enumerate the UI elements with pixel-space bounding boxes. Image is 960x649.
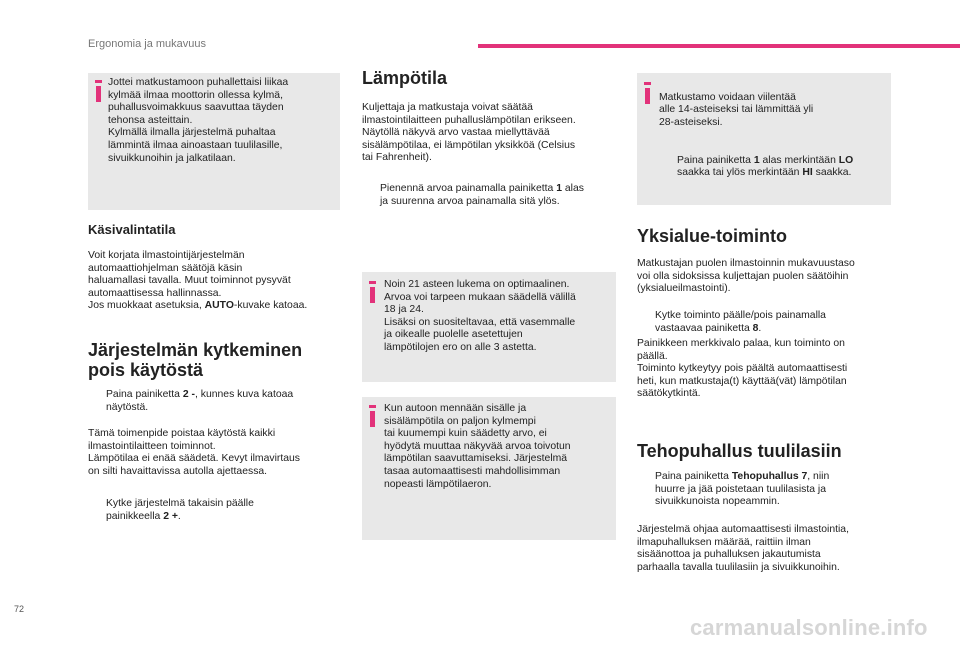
header-accent-bar (478, 44, 960, 48)
note-entering-vehicle: Kun autoon mennään sisälle ja sisälämpötila on paljon kylmempi tai kuumempi kuin säädetty arvo, ei hyödytä muuttaa näkyvää arvoa toivotun lämpötilan saavuttamiseksi. Järjestelmä tasaa automaattisesti mahdollisimman nopeasti lämpötilaeron. (384, 403, 571, 490)
auto-label: AUTO (204, 300, 234, 312)
para-manual-text-b: -kuvake katoaa. (233, 300, 308, 312)
info-icon (370, 287, 375, 303)
heading-windscreen: Tehopuhallus tuulilasiin (637, 441, 842, 461)
bullet-windscreen-text: Paina painiketta Tehopuhallus 7, niin huurre ja jää poistetaan tuulilasista ja sivuikkunoista nopeammin. (655, 471, 830, 508)
para-temperature: Kuljettaja ja matkustaja voivat säätää ilmastointilaitteen puhalluslämpötilan erikseen. Näytöllä näkyvä arvo vastaa miellyttävää sisälämpötilaa, ei lämpötilan yksikköä (Celsius tai Fahrenheit). (362, 102, 576, 164)
bullet-switch-off-text: Paina painiketta 2 -, kunnes kuva katoaa näytöstä. (106, 389, 294, 413)
para-windscreen: Järjestelmä ohjaa automaattisesti ilmastointia, ilmapuhalluksen määrää, raittiin ilman sisäänottoa ja puhalluksen jakautumista parhaalla tavalla tuulilasiin ja sivuikkunoihin. (637, 524, 849, 573)
heading-manual-mode: Käsivalintatila (88, 222, 176, 237)
section-header: Ergonomia ja mukavuus (88, 38, 207, 50)
para-manual-text-a: Voit korjata ilmastointijärjestelmän automaattiohjelman säätöjä käsin haluamallasi tavalla. Muut toiminnot pysyvät automaattisessa hallinnassa. Jos muokkaat asetuksia, (88, 250, 291, 312)
para-mono-indicator: Painikkeen merkkivalo palaa, kun toiminto on päällä. Toiminto kytkeytyy pois päältä automaattisesti heti, kun matkustaja(t) käyttää(vät) lämpötilan säätökytkintä. (637, 338, 848, 400)
note-optimal-temperature: Noin 21 asteen lukema on optimaalinen. Arvoa voi tarpeen mukaan säädellä välillä 18 ja 24. Lisäksi on suositeltavaa, että vasemmalle ja oikealle puolelle asetettujen lämpötilojen ero on alle 3 astetta. (384, 279, 576, 353)
note-lo-hi (659, 79, 887, 192)
para-manual-mode (88, 250, 346, 313)
watermark: carmanualsonline.info (690, 615, 928, 640)
heading-temperature: Lämpötila (362, 68, 448, 88)
bullet-mono-text: Kytke toiminto päälle/pois painamalla vastaavaa painiketta 8. (655, 310, 826, 334)
bullet-windscreen (637, 471, 899, 511)
note-lo-hi-bullet: Paina painiketta 1 alas merkintään LO saakka tai ylös merkintään HI saakka. (677, 154, 854, 179)
bullet-temperature (362, 183, 620, 213)
heading-switch-off-line2: pois käytöstä (88, 360, 204, 380)
bullet-switch-on (88, 498, 346, 528)
para-switch-off: Tämä toimenpide poistaa käytöstä kaikki ilmastointilaitteen toiminnot. Lämpötilaa ei enää säädetä. Kevyt ilmavirtaus on silti havaittavissa autolla ajettaessa. (88, 428, 300, 477)
heading-mono-mode: Yksialue-toiminto (637, 226, 788, 246)
para-mono-mode: Matkustajan puolen ilmastoinnin mukavuustaso voi olla sidoksissa kuljettajan puolen säätöihin (yksialueilmastointi). (637, 258, 855, 295)
info-icon (370, 411, 375, 427)
bullet-mono-mode (637, 310, 899, 340)
heading-switch-off-line1: Järjestelmän kytkeminen (88, 340, 303, 360)
bullet-switch-off (88, 389, 346, 419)
info-icon (96, 86, 101, 102)
note-cold-engine: Jottei matkustamoon puhallettaisi liikaa kylmää ilmaa moottorin ollessa kylmä, puhallusvoimakkuus saavuttaa täyden tehonsa asteittain. Kylmällä ilmalla järjestelmä puhaltaa lämmintä ilmaa ainoastaan tuulilasille, sivuikkunoihin ja jalkatilaan. (108, 77, 289, 164)
bullet-switch-on-text: Kytke järjestelmä takaisin päälle painikkeella 2 +. (106, 498, 254, 522)
page-number: 72 (14, 604, 25, 614)
info-icon (645, 88, 650, 104)
note-lo-hi-text: Matkustamo voidaan viilentää alle 14-asteiseksi tai lämmittää yli 28-asteiseksi. (659, 91, 814, 128)
bullet-temperature-text: Pienennä arvoa painamalla painiketta 1 alas ja suurenna arvoa painamalla sitä ylös. (380, 183, 584, 207)
